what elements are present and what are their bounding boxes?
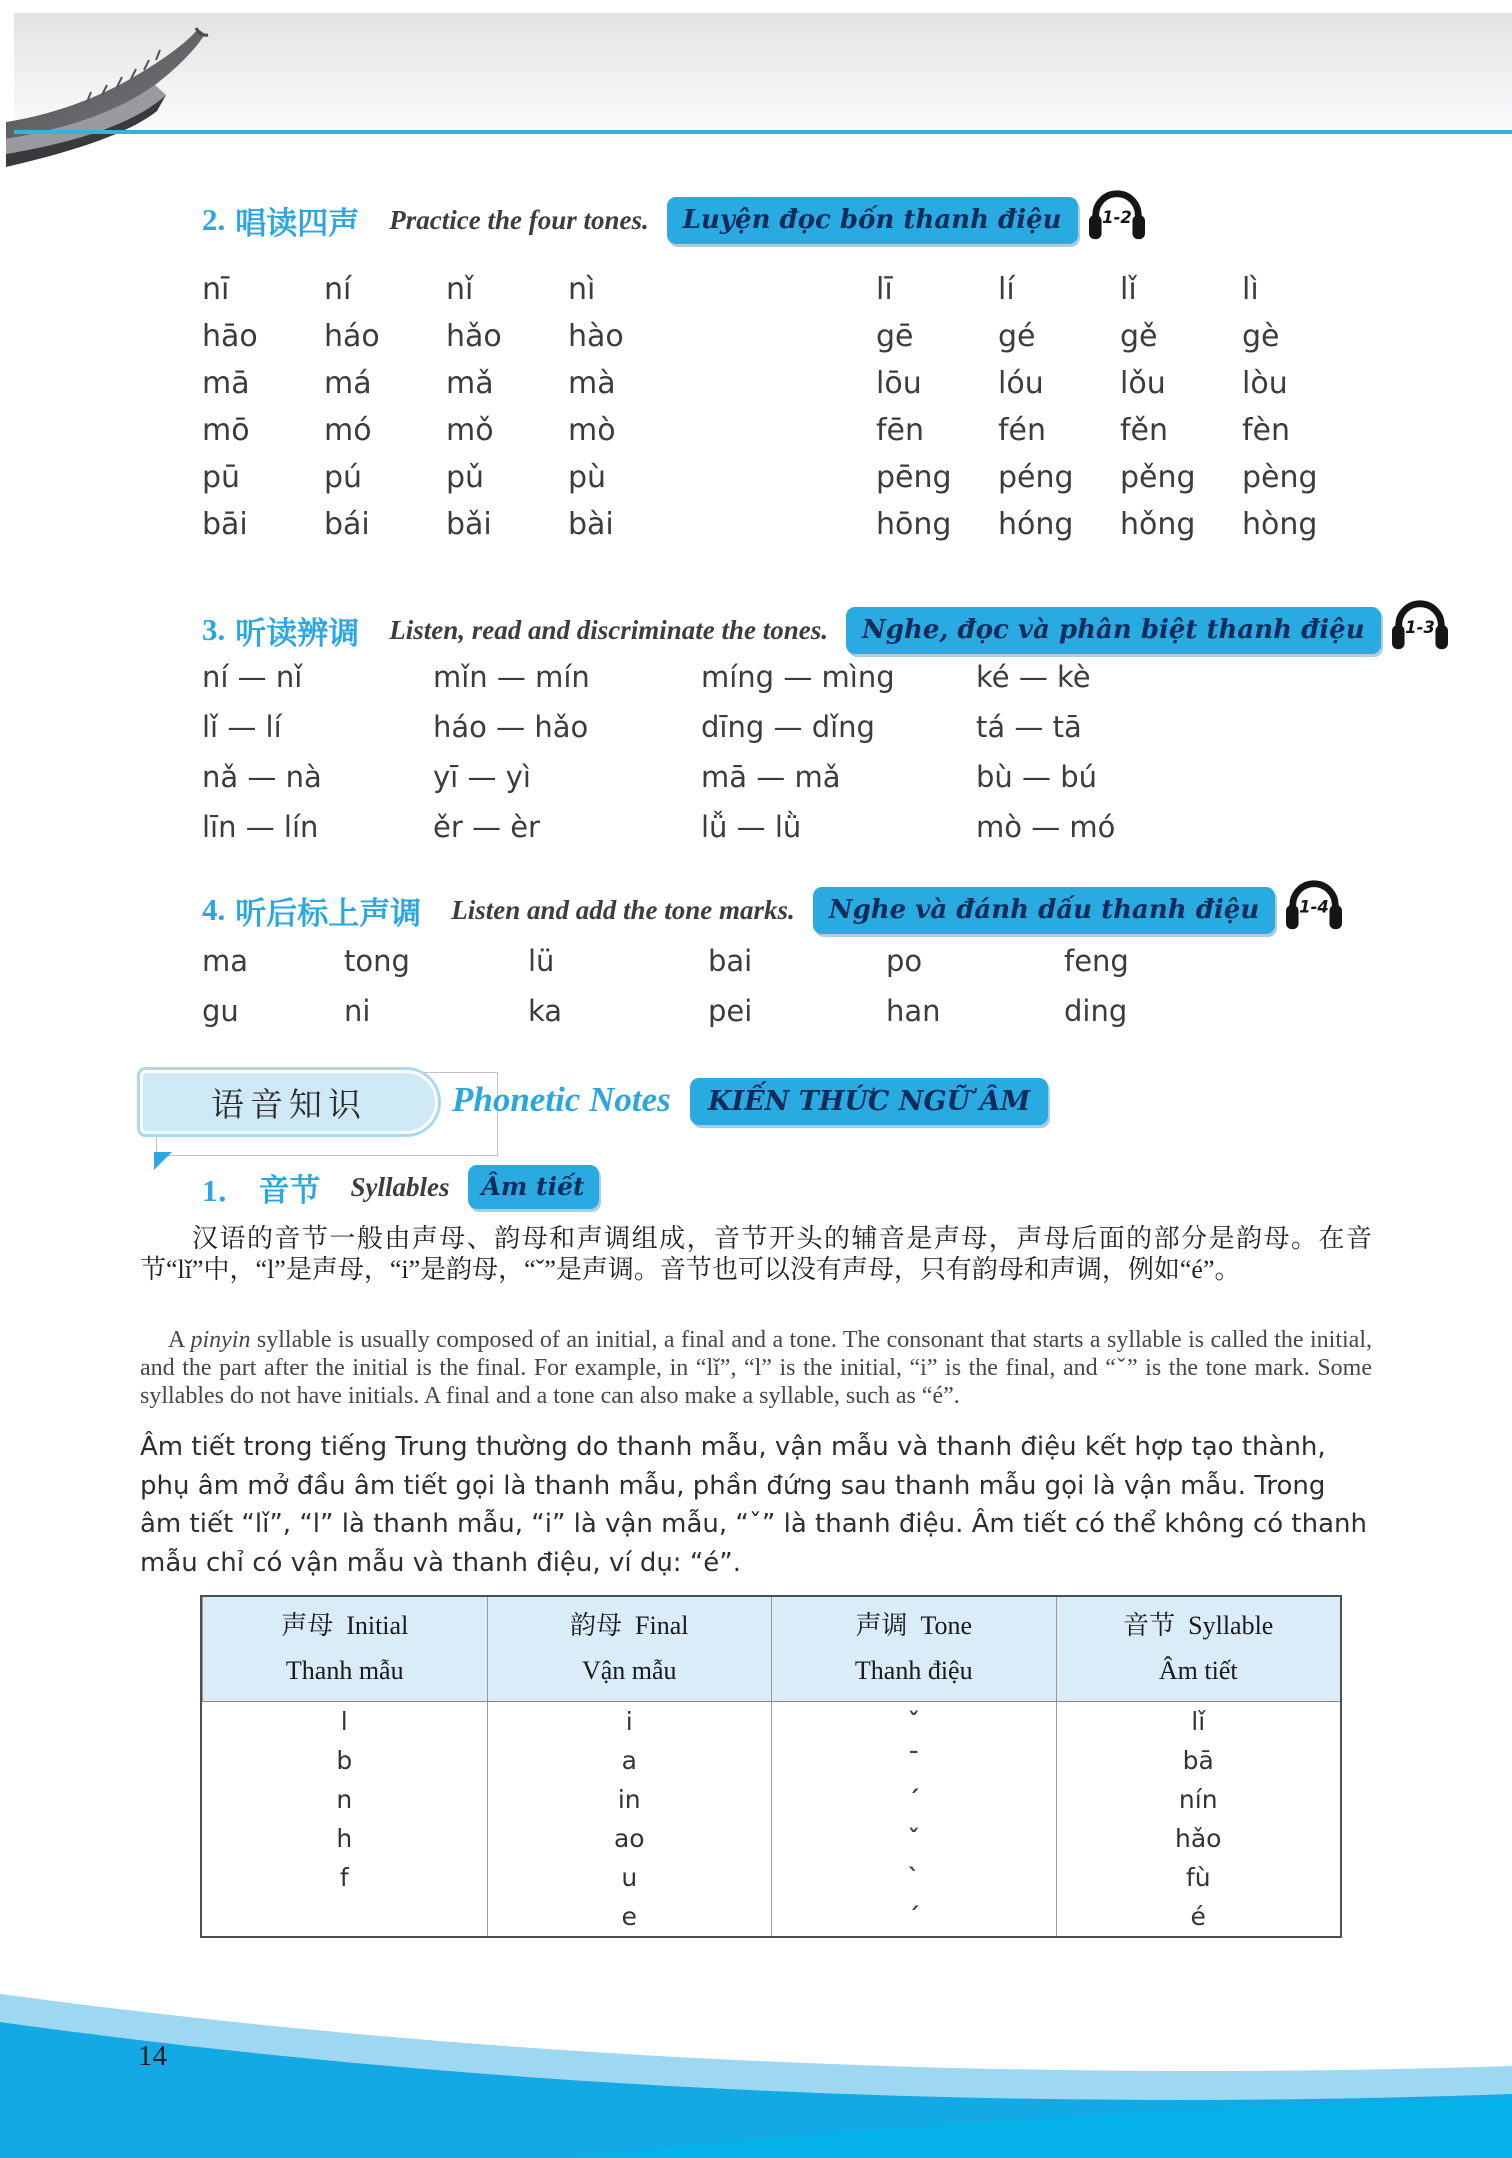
- tone-pair: bù — bú: [976, 760, 1098, 794]
- audio-headphone-icon: [1389, 598, 1451, 654]
- bare-syllable: po: [886, 944, 923, 978]
- syllables-number: 1．: [202, 1172, 249, 1208]
- table-row: [202, 1897, 1340, 1936]
- pinyin-syllable: gé: [998, 319, 1036, 354]
- pinyin-syllable: hōng: [876, 507, 952, 542]
- section-2-title-vi-badge: Luyện đọc bốn thanh điệu: [667, 197, 1078, 244]
- syllable-cell: nín: [1056, 1780, 1341, 1819]
- pinyin-syllable: lōu: [876, 366, 922, 401]
- page-header-banner: [14, 13, 1512, 130]
- pinyin-syllable: mō: [202, 413, 250, 448]
- pinyin-syllable: lì: [1242, 272, 1259, 307]
- initial-cell: n: [336, 1785, 353, 1814]
- syllables-paragraph-en: [140, 1326, 1372, 1411]
- tone-pair: mò — mó: [976, 810, 1116, 844]
- bare-syllable: han: [886, 994, 941, 1028]
- header-divider-line: [14, 130, 1512, 134]
- table-row: [202, 1819, 1340, 1858]
- header-en: Initial: [346, 1611, 409, 1640]
- audio-headphone-icon: [1283, 878, 1345, 934]
- pinyin-syllable: bāi: [202, 507, 248, 542]
- syllable-cell: fù: [1056, 1858, 1341, 1897]
- bare-syllable: gu: [202, 994, 239, 1028]
- section-3-title-vi-badge: Nghe, đọc và phân biệt thanh điệu: [846, 607, 1381, 654]
- pinyin-syllable: fèn: [1242, 413, 1291, 448]
- pinyin-syllable: bǎi: [446, 507, 492, 542]
- pinyin-syllable: fěn: [1120, 413, 1169, 448]
- tone-pair: lǚ — lǜ: [701, 810, 802, 844]
- header-zh: 声调: [855, 1611, 908, 1640]
- pinyin-syllable: ní: [324, 272, 352, 307]
- tone-mark-cell: ˉ: [771, 1741, 1056, 1780]
- final-cell: in: [487, 1780, 772, 1819]
- pinyin-syllable: má: [324, 366, 372, 401]
- pinyin-syllable: mà: [568, 366, 616, 401]
- paragraph-text: syllable is usually composed of an initial, a final and a tone. The consonant that starts a syllable is called the initial, and the part after the initial is the final. For example, in “lǐ”, “l” is the initial, “i” is the final, and “ˇ” is the tone mark. Some syllables do not have initials. A final and a tone can also make a syllable, such as “é”.: [140, 1327, 1372, 1410]
- section-4-title-zh: 听后标上声调: [235, 895, 422, 931]
- bare-syllable: ding: [1064, 994, 1128, 1028]
- audio-track-label: 1-3: [1404, 617, 1435, 637]
- final-cell: e: [487, 1897, 772, 1936]
- pinyin-row: [876, 266, 1364, 313]
- syllable-cell: bā: [1056, 1741, 1341, 1780]
- pinyin-row: [202, 407, 690, 454]
- section-4-title-vi-badge: Nghe và đánh dấu thanh điệu: [813, 887, 1275, 934]
- section-3-header: [202, 604, 1451, 656]
- tone-pair: mǐn — mín: [433, 660, 590, 694]
- pinyin-syllable: lī: [876, 272, 893, 307]
- phonetic-notes-title-vi-badge: KIẾN THỨC NGỮ ÂM: [690, 1078, 1048, 1125]
- tone-pair: yī — yì: [433, 760, 531, 794]
- bare-syllable: bai: [708, 944, 753, 978]
- header-vi: Thanh mẫu: [285, 1656, 404, 1685]
- bare-syllable: tong: [344, 944, 410, 978]
- pinyin-syllable: bái: [324, 507, 370, 542]
- paragraph-text: A: [168, 1327, 191, 1353]
- section-3-number: 3.: [202, 612, 226, 647]
- tone-pair: ěr — èr: [433, 810, 540, 844]
- pinyin-row: [876, 454, 1364, 501]
- pinyin-syllable: háo: [324, 319, 380, 354]
- audio-headphone-icon: [1086, 188, 1148, 244]
- tone-pair: dīng — dǐng: [701, 710, 875, 744]
- pinyin-syllable: lòu: [1242, 366, 1288, 401]
- header-en: Final: [635, 1611, 689, 1640]
- table-header-cell: [771, 1597, 1056, 1701]
- syllables-heading: [202, 1162, 599, 1212]
- pinyin-syllable: mò: [568, 413, 616, 448]
- tone-pair-row: [202, 752, 1115, 802]
- pinyin-syllable: pěng: [1120, 460, 1196, 495]
- phonetic-notes-title-en: Phonetic Notes: [452, 1080, 671, 1119]
- pinyin-syllable: mā: [202, 366, 250, 401]
- audio-track-label: 1-2: [1101, 207, 1132, 227]
- tone-pair: līn — lín: [202, 810, 319, 844]
- final-cell: u: [487, 1858, 772, 1897]
- tone-pair: lǐ — lí: [202, 710, 282, 744]
- section-2-title-en: Practice the four tones.: [389, 204, 649, 235]
- header-zh: 声母: [281, 1611, 334, 1640]
- initial-cell: b: [336, 1746, 353, 1775]
- table-row: [202, 1702, 1340, 1741]
- bare-syllable: pei: [708, 994, 753, 1028]
- pinyin-syllable: gē: [876, 319, 914, 354]
- syllable-structure-table: [200, 1595, 1342, 1938]
- pinyin-row: [202, 454, 690, 501]
- pinyin-row: [202, 266, 690, 313]
- table-header-cell: [1056, 1597, 1341, 1701]
- audio-track-label: 1-4: [1299, 897, 1330, 917]
- syllables-paragraph-vi: Âm tiết trong tiếng Trung thường do thanh mẫu, vận mẫu và thanh điệu kết hợp tạo thành, phụ âm mở đầu âm tiết gọi là thanh mẫu, phần đứng sau thanh mẫu gọi là vận mẫu. Trong âm tiết “lǐ”, “l” là thanh mẫu, “i” là vận mẫu, “ˇ” là thanh điệu. Âm tiết có thể không có thanh mẫu chỉ có vận mẫu và thanh điệu, ví dụ: “é”.: [140, 1432, 1367, 1578]
- header-vi: Âm tiết: [1158, 1656, 1238, 1685]
- syllable-cell: hǎo: [1056, 1819, 1341, 1858]
- syllables-title-vi-badge: Âm tiết: [468, 1165, 599, 1209]
- syllable-cell: é: [1056, 1897, 1341, 1936]
- tone-pair: nǎ — nà: [202, 760, 322, 794]
- tone-mark-cell: ˇ: [771, 1702, 1056, 1741]
- bare-syllable-row: [202, 986, 1129, 1036]
- section-2-title-zh: 唱读四声: [235, 205, 360, 241]
- header-en: Syllable: [1188, 1611, 1274, 1640]
- pinyin-syllable: hòng: [1242, 507, 1318, 542]
- pinyin-row: [876, 360, 1364, 407]
- tone-mark-cell: ˇ: [771, 1819, 1056, 1858]
- pinyin-syllable: gè: [1242, 319, 1280, 354]
- tone-pair-row: [202, 802, 1115, 852]
- pinyin-syllable: pú: [324, 460, 363, 495]
- initial-cell: l: [340, 1707, 348, 1736]
- final-cell: ao: [487, 1819, 772, 1858]
- pinyin-syllable: lǒu: [1120, 366, 1166, 401]
- table-row: [202, 1741, 1340, 1780]
- bare-syllable-row: [202, 936, 1129, 986]
- tone-discrimination-block: [202, 652, 1115, 852]
- tone-mark-cell: ˋ: [771, 1858, 1056, 1897]
- tab-fold-corner: [154, 1152, 172, 1170]
- table-header-cell: [487, 1597, 772, 1701]
- pinyin-syllable: nǐ: [446, 272, 474, 307]
- tone-pair: ké — kè: [976, 660, 1091, 694]
- pinyin-syllable: nì: [568, 272, 596, 307]
- pinyin-syllable: mó: [324, 413, 372, 448]
- bare-syllable: ni: [344, 994, 371, 1028]
- bare-syllable: lü: [528, 944, 555, 978]
- pinyin-syllable: pēng: [876, 460, 952, 495]
- header-zh: 音节: [1123, 1611, 1176, 1640]
- section-4-number: 4.: [202, 892, 226, 927]
- pinyin-row: [876, 501, 1364, 548]
- pinyin-syllable: péng: [998, 460, 1074, 495]
- tone-pair: mā — mǎ: [701, 760, 841, 794]
- pinyin-syllable: lí: [998, 272, 1015, 307]
- section-4-title-en: Listen and add the tone marks.: [451, 894, 795, 925]
- section-3-title-en: Listen, read and discriminate the tones.: [389, 614, 829, 645]
- header-en: Tone: [920, 1611, 973, 1640]
- phonetic-notes-tab-zh: 语音知识: [140, 1070, 438, 1134]
- pinyin-italic-word: pinyin: [190, 1327, 251, 1353]
- pinyin-syllable: lǐ: [1120, 272, 1137, 307]
- syllables-title-zh: 音节: [258, 1172, 321, 1208]
- tone-pair-row: [202, 702, 1115, 752]
- pinyin-row: [876, 313, 1364, 360]
- section-3-title-zh: 听读辨调: [235, 615, 360, 651]
- table-body: [202, 1702, 1340, 1936]
- tone-pair: tá — tā: [976, 710, 1082, 744]
- final-cell: a: [487, 1741, 772, 1780]
- tone-pair: ní — nǐ: [202, 660, 303, 694]
- pinyin-syllable: pū: [202, 460, 241, 495]
- tone-pair: míng — mìng: [701, 660, 895, 694]
- bare-syllable: ka: [528, 994, 563, 1028]
- initial-cell: f: [339, 1863, 349, 1892]
- pinyin-syllable: hāo: [202, 319, 258, 354]
- temple-roof-decoration: [6, 26, 211, 176]
- pinyin-syllable: hǒng: [1120, 507, 1196, 542]
- pinyin-row: [202, 360, 690, 407]
- four-tones-left-block: [202, 266, 690, 548]
- header-zh: 韵母: [570, 1611, 623, 1640]
- syllable-cell: lǐ: [1056, 1702, 1341, 1741]
- footer-wave-decoration: [0, 1988, 1512, 2158]
- pinyin-row: [202, 313, 690, 360]
- table-row: [202, 1858, 1340, 1897]
- add-tone-marks-block: [202, 936, 1129, 1036]
- table-header-cell: [202, 1597, 487, 1701]
- section-4-header: [202, 884, 1345, 936]
- section-2-number: 2.: [202, 202, 226, 237]
- syllables-title-en: Syllables: [350, 1171, 450, 1202]
- pinyin-syllable: pù: [568, 460, 607, 495]
- header-vi: Thanh điệu: [854, 1656, 973, 1685]
- header-vi: Vận mẫu: [581, 1656, 677, 1685]
- initial-cell: h: [336, 1824, 353, 1853]
- bare-syllable: ma: [202, 944, 249, 978]
- pinyin-row: [876, 407, 1364, 454]
- pinyin-syllable: mǎ: [446, 366, 494, 401]
- pinyin-syllable: hào: [568, 319, 624, 354]
- tone-mark-cell: ˊ: [771, 1780, 1056, 1819]
- pinyin-syllable: fén: [998, 413, 1047, 448]
- section-2-header: [202, 194, 1148, 246]
- pinyin-syllable: mǒ: [446, 413, 494, 448]
- pinyin-syllable: hǎo: [446, 319, 502, 354]
- pinyin-syllable: pǔ: [446, 460, 485, 495]
- table-header-row: [202, 1597, 1340, 1702]
- pinyin-syllable: bài: [568, 507, 614, 542]
- tone-pair-row: [202, 652, 1115, 702]
- tone-pair: háo — hǎo: [433, 710, 589, 744]
- pinyin-row: [202, 501, 690, 548]
- pinyin-syllable: lóu: [998, 366, 1044, 401]
- bare-syllable: feng: [1064, 944, 1129, 978]
- syllables-paragraph-zh: 汉语的音节一般由声母、韵母和声调组成，音节开头的辅音是声母，声母后面的部分是韵母。在音节“lǐ”中，“l”是声母，“i”是韵母，“ˇ”是声调。音节也可以没有声母，只有韵母和声调，例如“é”。: [140, 1224, 1372, 1284]
- four-tones-right-block: [876, 266, 1364, 548]
- pinyin-syllable: pèng: [1242, 460, 1318, 495]
- page-number: 14: [138, 2040, 167, 2072]
- tone-mark-cell: ˊ: [771, 1897, 1056, 1936]
- pinyin-syllable: gě: [1120, 319, 1158, 354]
- table-row: [202, 1780, 1340, 1819]
- final-cell: i: [487, 1702, 772, 1741]
- initial-cell: [202, 1897, 487, 1936]
- pinyin-syllable: fēn: [876, 413, 925, 448]
- pinyin-syllable: hóng: [998, 507, 1074, 542]
- pinyin-syllable: nī: [202, 272, 230, 307]
